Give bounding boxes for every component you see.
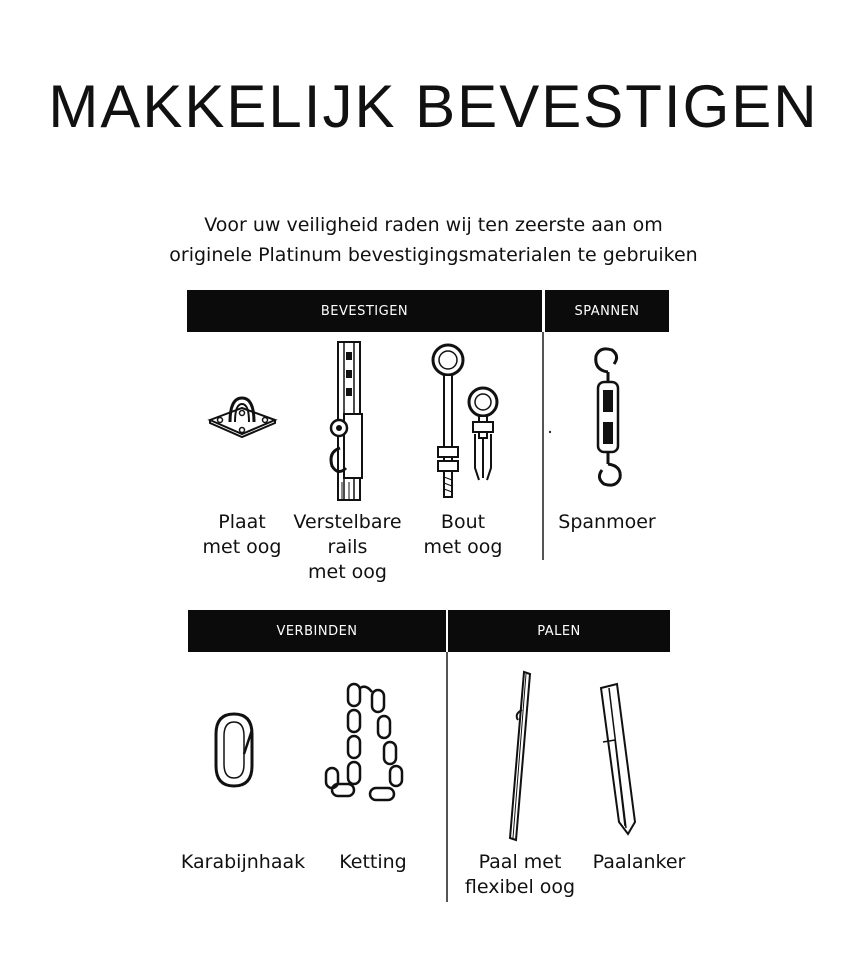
label-bout-met-oog: Bout met oog (423, 511, 503, 558)
section-header-palen: PALEN (448, 610, 670, 652)
ground-anchor-icon (595, 682, 645, 837)
label-ketting: Ketting (339, 851, 407, 873)
adjustable-rail-icon (322, 342, 372, 502)
eye-plate-icon (205, 390, 280, 440)
pole-icon (500, 670, 540, 845)
subtitle-line-2: originele Platinum bevestigingsmaterialen te gebruiken (169, 244, 698, 266)
subtitle (0, 210, 867, 270)
eye-bolt-icon (428, 342, 508, 502)
chain-icon (320, 680, 415, 810)
label-spanmoer: Spanmoer (558, 511, 656, 533)
carabiner-icon (212, 710, 257, 790)
label-plaat-met-oog: Plaat met oog (202, 511, 282, 558)
page-title: MAKKELIJK BEVESTIGEN (48, 73, 819, 140)
section-header-verbinden: VERBINDEN (188, 610, 446, 652)
label-paal-met-flexibel-oog: Paal met flexibel oog (464, 851, 576, 898)
section-header-spannen: SPANNEN (545, 290, 669, 332)
label-verstelbare-rails: Verstelbare rails met oog (293, 511, 402, 583)
label-karabijnhaak: Karabijnhaak (180, 851, 306, 873)
section-divider (542, 332, 544, 560)
subtitle-line-1: Voor uw veiligheid raden wij ten zeerste aan om (204, 214, 663, 236)
turnbuckle-icon (582, 342, 632, 492)
section-header-bevestigen: BEVESTIGEN (187, 290, 542, 332)
label-paalanker: Paalanker (592, 851, 686, 873)
small-dot-icon (548, 430, 552, 434)
section-divider (446, 652, 448, 902)
